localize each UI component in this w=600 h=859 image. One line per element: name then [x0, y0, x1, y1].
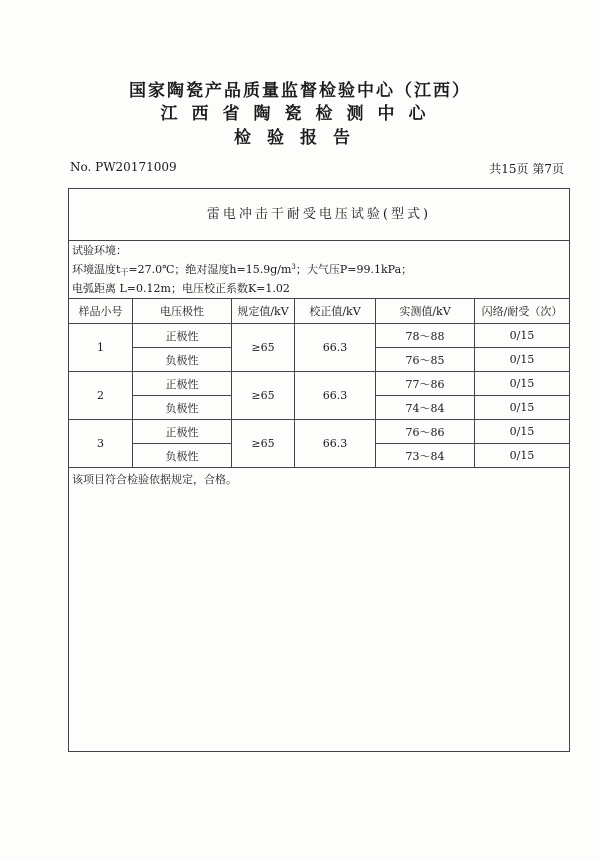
measured-cell: 76～86 [376, 420, 475, 444]
measured-cell: 78～88 [376, 324, 475, 348]
flashover-cell: 0/15 [475, 324, 570, 348]
sample-cell: 2 [69, 372, 133, 420]
flashover-cell: 0/15 [475, 420, 570, 444]
env-temp-sub: 干 [120, 268, 129, 277]
report-title: 检验报告 [234, 128, 366, 148]
test-frame [68, 188, 570, 752]
center-name: 江西省陶瓷检测中心 [160, 104, 440, 124]
measured-cell: 73～84 [376, 444, 475, 468]
env-conditions [72, 259, 569, 281]
sample-cell: 1 [69, 324, 133, 372]
measured-cell: 77～86 [376, 372, 475, 396]
table-header-row [69, 299, 569, 324]
col-measured: 实测值/kV [376, 299, 475, 324]
env-hum-sup: 3 [291, 263, 296, 271]
report-number: No. PW20171009 [70, 160, 177, 174]
table-row [69, 372, 569, 396]
polarity-cell: 正极性 [133, 324, 232, 348]
polarity-cell: 负极性 [133, 348, 232, 372]
measured-cell: 74～84 [376, 396, 475, 420]
col-flashover: 闪络/耐受（次） [475, 299, 570, 324]
col-polarity: 电压极性 [133, 299, 232, 324]
test-environment [69, 241, 569, 298]
spec-cell: ≥65 [232, 420, 295, 468]
sample-cell: 3 [69, 420, 133, 468]
col-spec: 规定值/kV [232, 299, 295, 324]
polarity-cell: 负极性 [133, 444, 232, 468]
measured-cell: 76～85 [376, 348, 475, 372]
spec-cell: ≥65 [232, 372, 295, 420]
polarity-cell: 负极性 [133, 396, 232, 420]
flashover-cell: 0/15 [475, 372, 570, 396]
col-corrected: 校正值/kV [295, 299, 376, 324]
flashover-cell: 0/15 [475, 444, 570, 468]
corrected-cell: 66.3 [295, 420, 376, 468]
results-table [69, 298, 569, 468]
spec-cell: ≥65 [232, 324, 295, 372]
col-sample: 样品小号 [69, 299, 133, 324]
table-row [69, 420, 569, 444]
report-meta [70, 160, 564, 177]
polarity-cell: 正极性 [133, 420, 232, 444]
flashover-cell: 0/15 [475, 348, 570, 372]
polarity-cell: 正极性 [133, 372, 232, 396]
report-header [0, 80, 600, 150]
env-temp-rest: =27.0℃；绝对湿度h=15.9g/m [128, 263, 292, 276]
env-temp-prefix: 环境温度t [72, 263, 121, 276]
test-title: 雷电冲击干耐受电压试验(型式) [69, 189, 569, 241]
env-label: 试验环境： [72, 244, 127, 257]
flashover-cell: 0/15 [475, 396, 570, 420]
env-pressure: ；大气压P=99.1kPa； [295, 263, 413, 276]
table-row [69, 324, 569, 348]
corrected-cell: 66.3 [295, 324, 376, 372]
institution-name: 国家陶瓷产品质量监督检验中心（江西） [129, 81, 471, 101]
page-indicator: 共15页 第7页 [489, 162, 564, 176]
env-arc-distance: 电弧距离 L=0.12m；电压校正系数K=1.02 [72, 282, 290, 295]
conclusion: 该项目符合检验依据规定，合格。 [72, 473, 237, 486]
corrected-cell: 66.3 [295, 372, 376, 420]
